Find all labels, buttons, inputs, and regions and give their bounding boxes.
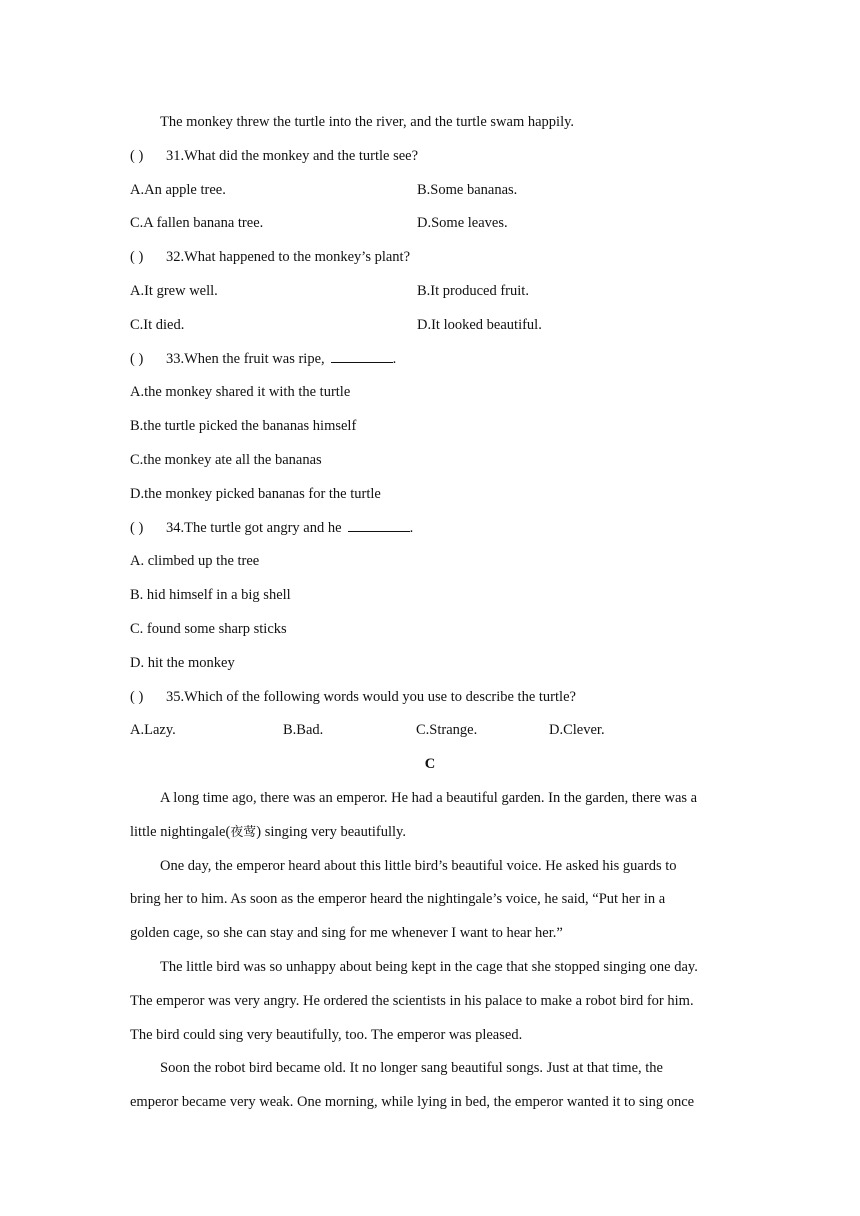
option-b: B.Some bananas. xyxy=(417,181,518,198)
answer-paren: ( ) xyxy=(130,350,144,367)
answer-paren: ( ) xyxy=(130,249,144,266)
question-text: 31.What did the monkey and the turtle see? xyxy=(166,147,419,164)
passage-line: A long time ago, there was an emperor. He had a beautiful garden. In the garden, there was a xyxy=(160,789,698,806)
option-a: A.An apple tree. xyxy=(130,181,226,198)
question-35 xyxy=(130,685,730,719)
section-heading: C xyxy=(424,756,436,773)
passage-text: little nightingale( xyxy=(130,823,231,840)
option-b: B. hid himself in a big shell xyxy=(130,587,291,604)
option-b: B.Bad. xyxy=(283,722,324,739)
fill-blank xyxy=(331,348,393,363)
options-row xyxy=(130,211,730,245)
passage-line: The emperor was very angry. He ordered the scientists in his palace to make a robot bird for him. xyxy=(130,992,694,1009)
option-b: B.the turtle picked the bananas himself xyxy=(130,418,357,435)
options-row xyxy=(130,279,730,313)
option-c: C.It died. xyxy=(130,316,185,333)
option-c: C.Strange. xyxy=(416,722,478,739)
option-c: C.the monkey ate all the bananas xyxy=(130,451,322,468)
question-33 xyxy=(130,347,730,381)
passage-line: emperor became very weak. One morning, while lying in bed, the emperor wanted it to sing once xyxy=(130,1094,695,1111)
passage-line: The little bird was so unhappy about being kept in the cage that she stopped singing one day. xyxy=(160,958,698,975)
document-page xyxy=(130,110,730,1124)
passage-line: golden cage, so she can stay and sing for me whenever I want to hear her.” xyxy=(130,925,563,942)
options-row xyxy=(130,313,730,347)
option-d: D. hit the monkey xyxy=(130,654,235,671)
question-32 xyxy=(130,245,730,279)
option-d: D.Clever. xyxy=(549,722,605,739)
option-a: A. climbed up the tree xyxy=(130,553,260,570)
question-text: 32.What happened to the monkey’s plant? xyxy=(166,249,411,266)
options-row xyxy=(130,178,730,212)
passage-line: The bird could sing very beautifully, too. The emperor was pleased. xyxy=(130,1026,523,1043)
answer-paren: ( ) xyxy=(130,519,144,536)
passage-line: bring her to him. As soon as the emperor heard the nightingale’s voice, he said, “Put her in a xyxy=(130,891,666,908)
answer-paren: ( ) xyxy=(130,147,144,164)
blank-punctuation: . xyxy=(409,519,414,536)
passage-line: One day, the emperor heard about this little bird’s beautiful voice. He asked his guards to xyxy=(160,857,677,874)
answer-paren: ( ) xyxy=(130,688,144,705)
intro-line: The monkey threw the turtle into the river, and the turtle swam happily. xyxy=(160,114,575,130)
option-a: A.Lazy. xyxy=(130,722,176,739)
option-d: D.Some leaves. xyxy=(417,215,508,232)
option-a: A.the monkey shared it with the turtle xyxy=(130,384,351,401)
question-text: 33.When the fruit was ripe, xyxy=(166,350,325,367)
option-c: C. found some sharp sticks xyxy=(130,620,287,637)
question-31 xyxy=(130,144,730,178)
passage-text: ) singing very beautifully. xyxy=(256,823,406,840)
blank-punctuation: . xyxy=(392,350,397,367)
chinese-gloss: 夜莺 xyxy=(230,824,257,840)
passage-line: Soon the robot bird became old. It no longer sang beautiful songs. Just at that time, the xyxy=(160,1060,663,1077)
passage-line xyxy=(130,820,730,854)
option-d: D.the monkey picked bananas for the turtle xyxy=(130,485,381,502)
option-d: D.It looked beautiful. xyxy=(417,316,542,333)
option-c: C.A fallen banana tree. xyxy=(130,215,264,232)
fill-blank xyxy=(348,517,410,532)
option-a: A.It grew well. xyxy=(130,282,218,299)
options-row xyxy=(130,718,730,752)
question-34 xyxy=(130,516,730,550)
option-b: B.It produced fruit. xyxy=(417,282,529,299)
question-text: 34.The turtle got angry and he xyxy=(166,519,342,536)
question-text: 35.Which of the following words would you use to describe the turtle? xyxy=(166,688,576,705)
